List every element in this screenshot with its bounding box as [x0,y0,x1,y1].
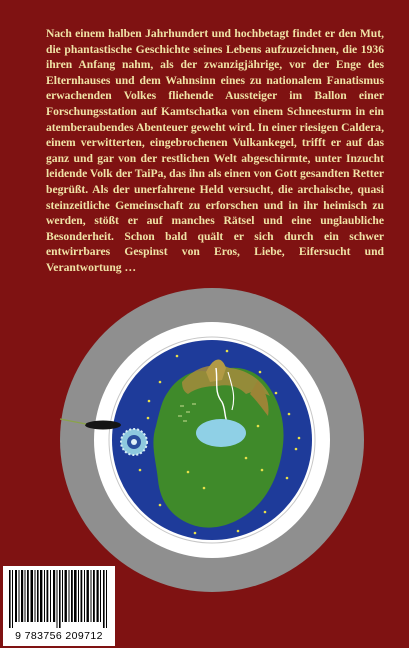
barcode-lines [3,566,115,628]
isbn-number: 9 783756 209712 [15,630,103,642]
airship-shape [85,421,121,430]
blurb-text: Nach einem halben Jahrhundert und hochbetagt findet er den Mut, die phantastische Geschichte seines Lebens aufzuzeichnen, die 1936 ihren Anfang nahm, als der zwanzigjährige, vor der Enge des Elternhauses und dem Wahnsinn eines zu nationalem Fanatismus erwachenden Volkes fliehende Aussteiger im Ballon einer Forschungsstation auf Kamtschatka von einem Schneesturm in ein atemberaubendes Abenteuer geweht wird. In einer riesigen Caldera, einem verwitterten, eingebrochenen Vulkankegel, trifft er auf das ganz und gar von der restlichen Welt abgeschirmte, unter Inzucht leidende Volk der TaiPa, das ihn als einen von Gott gesandten Retter begrüßt. Als der unerfahrene Held versucht, die archaische, quasi steinzeitliche Gemeinschaft zu erforschen und in ihr heimisch zu werden, stößt er auf manches Rätsel und eine unglaubliche Besonderheit. Schon bald quält er sich durch ein schwer entwirrbares Gespinst von Eros, Liebe, Eifersucht und Verantwortung … [46,27,384,274]
lake [196,419,246,447]
